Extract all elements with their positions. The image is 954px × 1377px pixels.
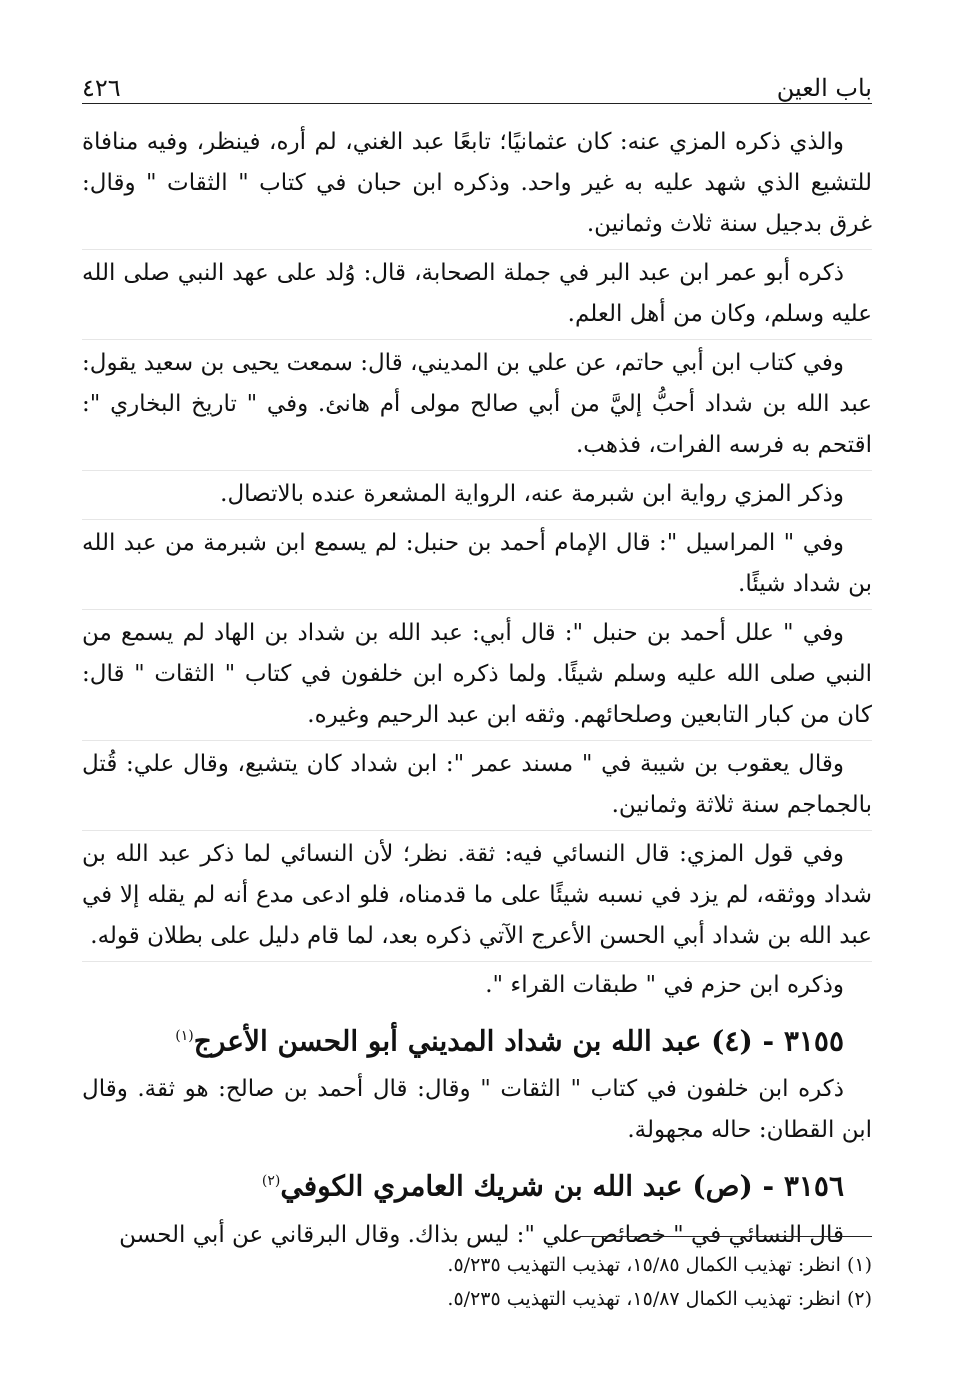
entry-heading <box>82 1157 872 1210</box>
chapter-title: باب العين <box>776 74 872 102</box>
paragraph: وفي " علل أحمد بن حنبل ": قال أبي: عبد الله بن شداد بن الهاد لم يسمع من النبي صلى الله عليه وسلم شيئًا. ولما ذكره ابن خلفون في كتاب " الثقات " قال: كان من كبار التابعين وصلحائهم. وثقه ابن عبد الرحيم وغيره. <box>82 609 872 736</box>
paragraph: وفي " المراسيل ": قال الإمام أحمد بن حنبل: لم يسمع ابن شبرمة من عبد الله بن شداد شيئًا. <box>82 519 872 605</box>
entry-text: قال النسائي في " خصائص علي ": ليس بذاك. وقال البرقاني عن أبي الحسن <box>119 1221 844 1248</box>
footnote: (٢) انظر: تهذيب الكمال ١٥/٨٧، تهذيب التهذيب ٥/٢٣٥. <box>447 1288 872 1310</box>
footnote-divider <box>580 1236 872 1237</box>
paragraph: وقال يعقوب بن شيبة في " مسند عمر ": ابن شداد كان يتشيع، وقال علي: قُتل بالجماجم سنة ثلاثة وثمانين. <box>82 740 872 826</box>
entry-heading-text: ٣١٥٥ - (٤) عبد الله بن شداد المديني أبو الحسن الأعرج <box>193 1024 844 1058</box>
entry-heading <box>82 1012 872 1065</box>
entry-heading-text: ٣١٥٦ - (ص) عبد الله بن شريك العامري الكوفي <box>280 1169 844 1203</box>
footnote-ref[interactable]: (٢) <box>261 1173 281 1190</box>
paragraph: والذي ذكره المزي عنه: كان عثمانيًا؛ تابعًا عبد الغني، لم أره، فينظر، وفيه منافاة للتشيع الذي شهد عليه به غير واحد. وذكره ابن حبان في كتاب " الثقات " وقال: غرق بدجيل سنة ثلاث وثمانين. <box>82 129 872 237</box>
paragraph: وذكره ابن حزم في " طبقات القراء ". <box>82 961 872 1006</box>
footnote-ref[interactable]: (١) <box>175 1028 194 1044</box>
footnotes <box>82 1248 872 1316</box>
entry-text: ذكره ابن خلفون في كتاب " الثقات " وقال: قال أحمد بن صالح: هو ثقة. وقال ابن القطان: حاله مجهولة. <box>82 1076 872 1144</box>
page-number: ٤٢٦ <box>82 74 121 102</box>
running-header <box>82 62 872 102</box>
paragraph: ذكره أبو عمر ابن عبد البر في جملة الصحابة، قال: وُلد على عهد النبي صلى الله عليه وسلم، وكان من أهل العلم. <box>82 249 872 335</box>
paragraph: وذكر المزي رواية ابن شبرمة عنه، الرواية المشعرة عنده بالاتصال. <box>82 470 872 515</box>
page-body <box>82 122 872 1256</box>
paragraph: وفي كتاب ابن أبي حاتم، عن علي بن المديني، قال: سمعت يحيى بن سعيد يقول: عبد الله بن شداد أحبُّ إليَّ من أبي صالح مولى أم هانئ. وفي " تاريخ البخاري ": اقتحم به فرسه الفرات، فذهب. <box>82 339 872 466</box>
footnote: (١) انظر: تهذيب الكمال ١٥/٨٥، تهذيب التهذيب ٥/٢٣٥. <box>447 1254 872 1276</box>
header-divider <box>82 103 872 104</box>
paragraph: وفي قول المزي: قال النسائي فيه: ثقة. نظر؛ لأن النسائي لما ذكر عبد الله بن شداد ووثقه، لم يزد في نسبه شيئًا على ما قدمناه، فلو ادعى مدع أنه لم يقله إلا في عبد الله بن شداد أبي الحسن الأعرج الآتي ذكره بعد، لما قام دليل على بطلان قوله. <box>82 830 872 957</box>
